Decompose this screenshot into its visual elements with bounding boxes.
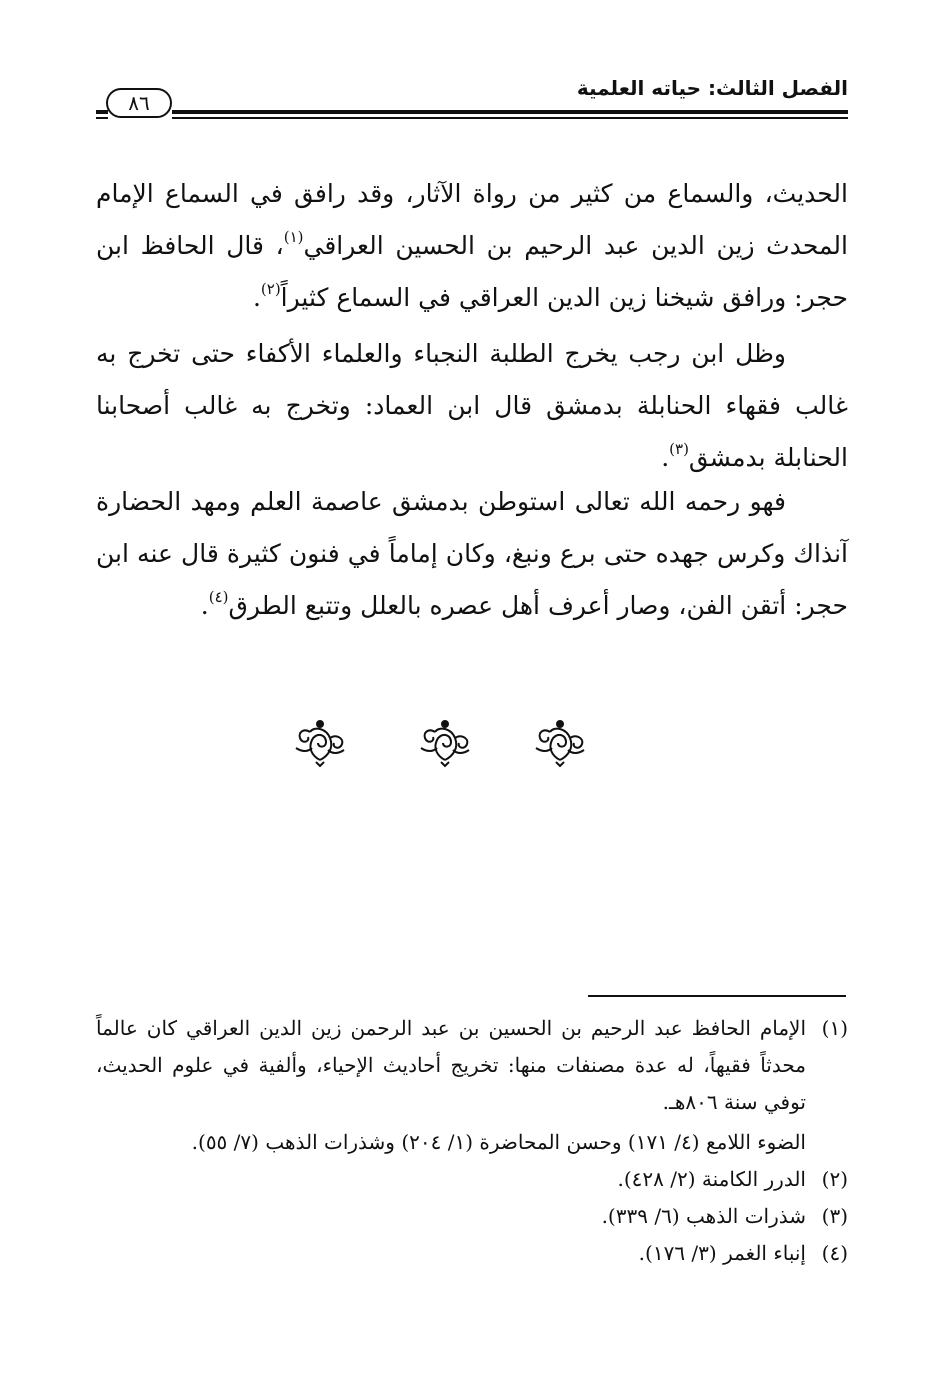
header-rule-thin [172, 117, 848, 119]
floral-ornament-icon [530, 712, 590, 768]
page-number: ٨٦ [106, 88, 172, 118]
footnote-number: (٢) [821, 1167, 848, 1191]
footnote-number: (٤) [821, 1241, 848, 1265]
paragraph-text: فهو رحمه الله تعالى استوطن بدمشق عاصمة العلم ومهد الحضارة آنذاك وكرس جهده حتى برع ونبغ، وكان إماماً في فنون كثيرة قال عنه ابن حجر: أتقن الفن، وصار أعرف أهل عصره بالعلل وتتبع الطرق [96, 487, 848, 620]
header-rule-thick [172, 110, 848, 114]
footnote-number: (١) [821, 1016, 848, 1040]
footnotes [96, 1010, 848, 1272]
paragraph-2 [96, 328, 848, 484]
footnote-2 [96, 1161, 848, 1198]
footnote-text: الدرر الكامنة (٢/ ٤٢٨). [617, 1167, 806, 1191]
footnote-1-sources [96, 1124, 848, 1161]
footnote-ref-2[interactable]: (٢) [260, 280, 281, 298]
page-header [96, 76, 848, 126]
footnote-3 [96, 1198, 848, 1235]
header-rule-left-thin [96, 117, 108, 119]
footnote-1 [96, 1010, 848, 1121]
paragraph-end: . [661, 443, 670, 472]
paragraph-3 [96, 476, 848, 632]
section-divider-ornaments [290, 712, 600, 772]
paragraph-end: . [252, 283, 261, 312]
footnote-ref-3[interactable]: (٣) [669, 440, 689, 458]
paragraph-text: ، قال الحافظ ابن حجر: ورافق شيخنا زين الدين العراقي في السماع كثيراً [96, 231, 848, 312]
footnote-number-spacer [806, 1124, 848, 1161]
footnote-text: شذرات الذهب (٦/ ٣٣٩). [601, 1204, 806, 1228]
paragraph-end: . [200, 591, 209, 620]
chapter-title: الفصل الثالث: حياته العلمية [576, 76, 848, 100]
footnote-text: إنباء الغمر (٣/ ١٧٦). [638, 1241, 806, 1265]
footnote-4 [96, 1235, 848, 1272]
footnote-sources: الضوء اللامع (٤/ ١٧١) وحسن المحاضرة (١/ ٢٠٤) وشذرات الذهب (٧/ ٥٥). [191, 1130, 806, 1154]
floral-ornament-icon [415, 712, 475, 768]
footnote-ref-4[interactable]: (٤) [208, 588, 229, 606]
paragraph-1 [96, 168, 848, 324]
footnote-separator [588, 995, 846, 997]
footnote-text: الإمام الحافظ عبد الرحيم بن الحسين بن عبد الرحمن زين الدين العراقي كان عالماً محدثاً فقيهاً، له عدة مصنفات منها: تخريج أحاديث الإحياء، وألفية في علوم الحديث، توفي سنة ٨٠٦هـ. [96, 1016, 806, 1114]
footnote-number: (٣) [821, 1204, 848, 1228]
footnote-ref-1[interactable]: (١) [283, 228, 304, 246]
floral-ornament-icon [290, 712, 350, 768]
paragraph-text: وظل ابن رجب يخرج الطلبة النجباء والعلماء الأكفاء حتى تخرج به غالب فقهاء الحنابلة بدمشق قال ابن العماد: وتخرج به غالب أصحابنا الحنابلة بدمشق [96, 339, 848, 472]
paragraph-text: الحديث، والسماع من كثير من رواة الآثار، وقد رافق في السماع الإمام المحدث زين الدين عبد الرحيم بن الحسين العراقي [96, 179, 848, 260]
header-rule-left [96, 110, 108, 114]
